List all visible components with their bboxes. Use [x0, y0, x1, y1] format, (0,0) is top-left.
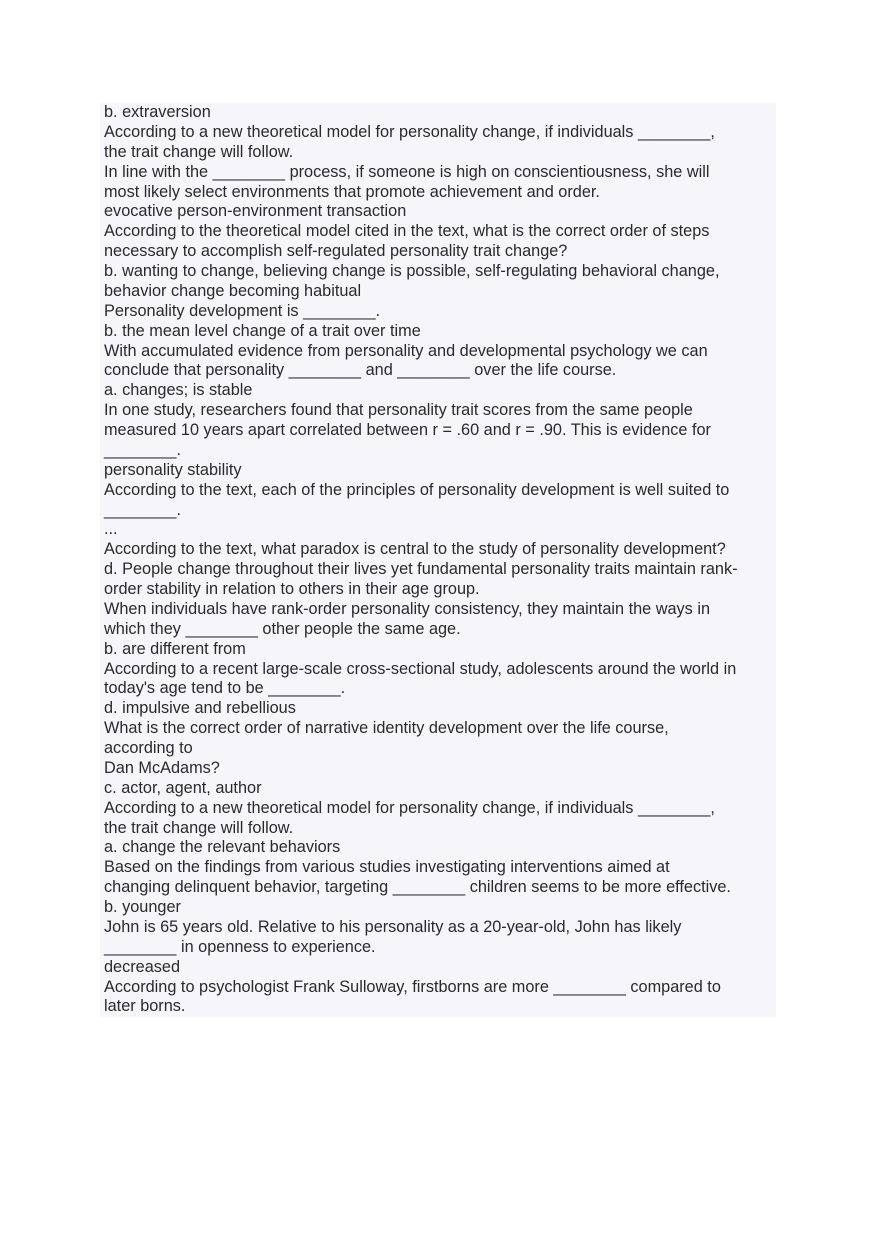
text-line: the trait change will follow.: [104, 818, 294, 837]
text-line: order stability in relation to others in their age group.: [104, 580, 480, 598]
text-line: John is 65 years old. Relative to his personality as a 20-year-old, John has likely: [104, 917, 682, 936]
text-line: decreased: [104, 957, 181, 976]
text-line: Personality development is ________.: [104, 301, 381, 320]
text-line: behavior change becoming habitual: [104, 281, 362, 300]
text-line: According to the theoretical model cited in the text, what is the correct order of steps: [104, 222, 710, 241]
text-line: which they ________ other people the same age.: [104, 619, 461, 638]
text-line: ________.: [104, 440, 181, 459]
text-line: b. wanting to change, believing change is possible, self-regulating behavioral change,: [104, 262, 720, 280]
text-line: With accumulated evidence from personality and developmental psychology we can: [104, 341, 708, 360]
text-line: ________.: [104, 500, 181, 519]
text-line: According to a new theoretical model for personality change, if individuals ________,: [104, 122, 715, 141]
text-line: a. changes; is stable: [104, 381, 253, 400]
text-line: necessary to accomplish self-regulated personality trait change?: [104, 242, 568, 261]
text-line: measured 10 years apart correlated between r = .60 and r = .90. This is evidence for: [104, 421, 711, 439]
text-line: According to a recent large-scale cross-sectional study, adolescents around the world in: [104, 659, 737, 678]
text-line: b. extraversion: [104, 103, 211, 121]
text-line: Dan McAdams?: [104, 758, 220, 777]
text-line: When individuals have rank-order personality consistency, they maintain the ways in: [104, 599, 711, 618]
text-line: b. younger: [104, 898, 181, 916]
text-line: personality stability: [104, 460, 242, 479]
text-line: b. the mean level change of a trait over time: [104, 321, 421, 340]
text-line: Based on the findings from various studies investigating interventions aimed at: [104, 858, 670, 877]
text-line: In line with the ________ process, if someone is high on conscientiousness, she will: [104, 162, 710, 181]
text-line: the trait change will follow.: [104, 142, 294, 161]
text-line: according to: [104, 739, 193, 757]
text-line: According to the text, each of the principles of personality development is well suited to: [104, 480, 730, 499]
text-line: According to the text, what paradox is central to the study of personality development?: [104, 540, 726, 559]
document-text: [104, 103, 784, 1017]
text-line: d. People change throughout their lives yet fundamental personality traits maintain rank-: [104, 560, 738, 579]
text-line: today's age tend to be ________.: [104, 679, 346, 698]
text-line: ...: [104, 520, 118, 539]
text-line: most likely select environments that promote achievement and order.: [104, 182, 600, 201]
text-line: d. impulsive and rebellious: [104, 699, 296, 718]
text-line: c. actor, agent, author: [104, 778, 262, 797]
text-line: In one study, researchers found that personality trait scores from the same people: [104, 401, 693, 420]
text-line: ________ in openness to experience.: [104, 937, 376, 956]
text-line: conclude that personality ________ and ________ over the life course.: [104, 361, 617, 380]
text-line: changing delinquent behavior, targeting ________ children seems to be more effective.: [104, 878, 731, 897]
text-line: According to a new theoretical model for personality change, if individuals ________,: [104, 798, 715, 817]
text-line: b. are different from: [104, 639, 246, 658]
text-line: later borns.: [104, 997, 186, 1016]
text-line: evocative person-environment transaction: [104, 202, 407, 221]
text-line: a. change the relevant behaviors: [104, 838, 341, 857]
text-line: According to psychologist Frank Sulloway, firstborns are more ________ compared to: [104, 977, 721, 996]
text-line: What is the correct order of narrative identity development over the life course,: [104, 719, 669, 738]
